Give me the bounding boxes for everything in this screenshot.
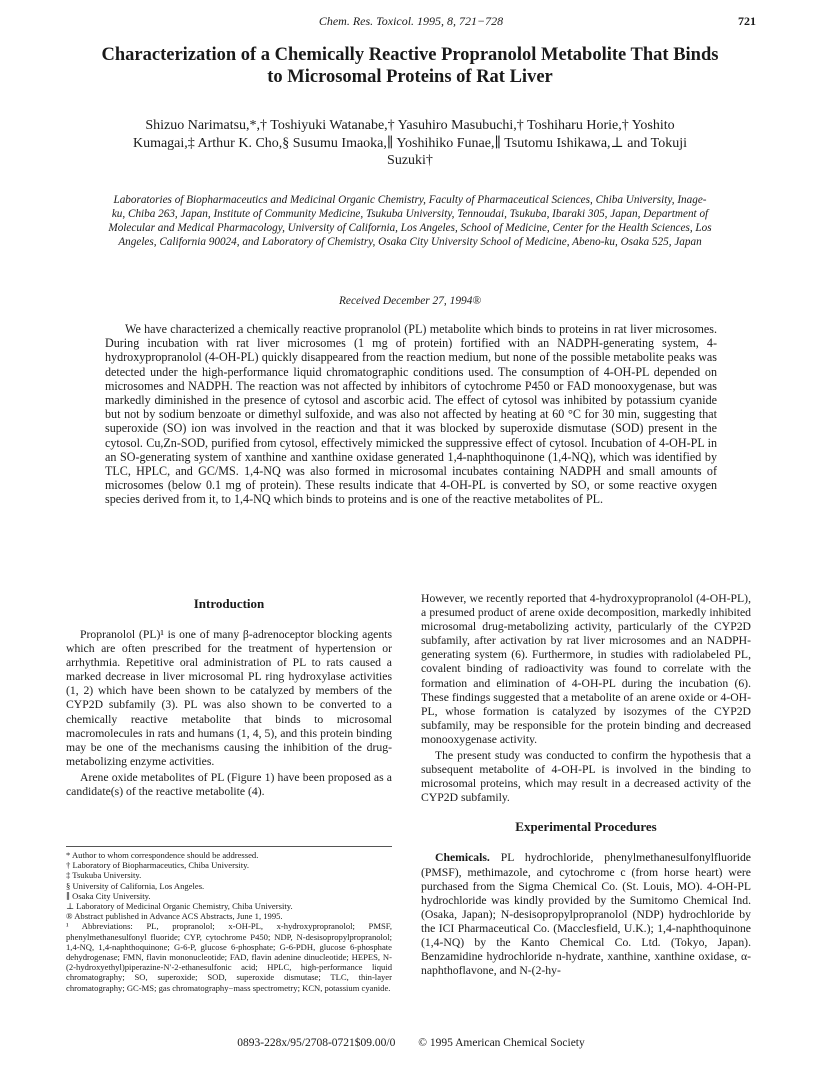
footnote-affil-2: ‡ Tsukuba University. (66, 870, 142, 881)
intro-paragraph-2: Arene oxide metabolites of PL (Figure 1) have been proposed as a candidate(s) of the reactive metabolite (4). (66, 770, 392, 799)
paper-title: Characterization of a Chemically Reactive Propranolol Metabolite That Binds to Microsomal Proteins of Rat Liver (101, 45, 719, 87)
intro-paragraph-1: Propranolol (PL)¹ is one of many β-adrenoceptor blocking agents which are often prescribed for the treatment of hypertension or arrhythmia. Repetitive oral administration of PL to rats caused a marked decrease in liver microsomal PL ring hydroxylase activities (1, 2) which have been shown to be catalyzed by members of the CYP2D subfamily (3). PL was also shown to be converted to a chemically reactive metabolite that binds to microsomal macromolecules in rats and humans (1, 4, 5), and this protein binding may be one of the mechanisms causing the inhibition of the drug-metabolizing enzyme activities. (66, 628, 392, 768)
page-footer (66, 1037, 756, 1049)
footnote-abbreviations: ¹ Abbreviations: PL, propranolol; x-OH-PL, x-hydroxypropranolol; PMSF, phenylmethanesulfonyl fluoride; CYP, cytochrome P450; NDP, N-desisopropylpropranolol; 1,4-NQ, 1,4-naphthoquinone; G-6-P, glucose 6-phosphate; G-6-PDH, glucose 6-phosphate dehydrogenase; FMN, flavin mononucleotide; FAD, flavin adenine dinucleotide; HEPES, N-(2-hydroxyethyl)piperazine-N′-2-ethanesulfonic acid; HPLC, high-performance liquid chromatography; SO, superoxide; SOD, superoxide dismutase; TLC, thin-layer chromatography; GC-MS; gas chromatography−mass spectrometry; KCN, potassium cyanide. (66, 921, 392, 993)
introduction-heading: Introduction (193, 596, 265, 611)
experimental-heading: Experimental Procedures (515, 819, 657, 835)
chemicals-label: Chemicals. (435, 851, 490, 865)
footnote-abstract-published: ® Abstract published in Advance ACS Abstracts, June 1, 1995. (66, 911, 283, 922)
affiliations: Laboratories of Biopharmaceutics and Medicinal Organic Chemistry, Faculty of Pharmaceutical Sciences, Chiba University, Inage-ku, Chiba 263, Japan, Institute of Community Medicine, Tsukuba University, Tennoudai, Tsukuba, Ibaraki 305, Japan, Department of Molecular and Medical Pharmacology, University of California, Los Angeles, School of Medicine, Center for the Health Sciences, Los Angeles, California 90024, and Laboratory of Chemistry, Osaka City University School of Medicine, Abeno-ku, Osaka 525, Japan (108, 194, 712, 248)
running-header (66, 14, 756, 32)
article-code: 0893-228x/95/2708-0721$09.00/0 (237, 1037, 396, 1049)
author-list: Shizuo Narimatsu,*,† Toshiyuki Watanabe,† Yasuhiro Masubuchi,† Toshiharu Horie,† Yoshito Kumagai,‡ Arthur K. Cho,§ Susumu Imaoka,∥ Yoshihiko Funae,∥ Tsutomu Ishikawa,⊥ and Tokuji Suzuki† (132, 118, 688, 168)
footnote-affil-3: § University of California, Los Angeles. (66, 880, 205, 891)
footnote-affil-1: † Laboratory of Biopharmaceutics, Chiba University. (66, 860, 249, 871)
left-column (66, 592, 392, 801)
chemicals-text: PL hydrochloride, phenylmethanesulfonylfluoride (PMSF), methimazole, and cytochrome c (from horse heart) were purchased from the Sigma Chemical Co. (St. Louis, MO). 4-OH-PL hydrochloride was kindly provided by the Sumitomo Chemical Ind. (Osaka, Japan); N-desisopropylpropranolol (NDP) hydrochloride by the ICI Pharmaceutical Co. (Macclesfield, U.K.); 1,4-naphthoquinone (1,4-NQ) by the Kanto Chemical Co. Ltd. (Tokyo, Japan). Benzamidine hydrochloride n-hydrate, xanthine, xanthine oxidase, α-naphthoflavone, and N-(2-hy- (421, 851, 751, 978)
page-number: 721 (738, 14, 756, 28)
intro-paragraph-3: However, we recently reported that 4-hydroxypropranolol (4-OH-PL), a presumed product of arene oxide decomposition, markedly inhibited microsomal drug-metabolizing activity, particularly of the CYP2D subfamily, after activation by rat liver microsomes and an NADPH-generating system (6). Furthermore, in studies with radiolabeled PL, covalent binding of radioactivity was found to correlate with the formation and elimination of 4-OH-PL during the incubation (6). These findings suggested that a metabolite of an arene oxide or 4-OH-PL, whose formation is catalyzed by isozymes of the CYP2D subfamily, may be responsible for the protein binding and decreased monooxygenase activity. (421, 592, 751, 746)
footnotes (66, 846, 392, 993)
intro-paragraph-4: The present study was conducted to confirm the hypothesis that a subsequent metabolite of 4-OH-PL is involved in the binding to microsomal proteins, which may result in a decreased activity of the CYP2D subfamily. (421, 749, 751, 805)
received-date: Received December 27, 1994® (338, 295, 482, 307)
footnote-correspondence: * Author to whom correspondence should be addressed. (66, 850, 259, 860)
footnote-affil-4: ∥ Osaka City University. (66, 890, 151, 901)
journal-citation: Chem. Res. Toxicol. 1995, 8, 721−728 (318, 14, 504, 28)
copyright: © 1995 American Chemical Society (418, 1037, 585, 1049)
abstract: We have characterized a chemically reactive propranolol (PL) metabolite which binds to proteins in rat liver microsomes. During incubation with rat liver microsomes (1 mg of protein) fortified with an NADPH-generating system, 4-hydroxypropranolol (4-OH-PL) quickly disappeared from the reaction medium, but none of the possible metabolite peaks was detected under the high-performance liquid chromatographic conditions used. The consumption of 4-OH-PL depended on microsomes and NADPH. The reaction was not affected by inhibitors of cytochrome P450 or FAD monooxygenase, but was markedly diminished in the presence of cytosol and ascorbic acid. The effect of cytosol was inhibited by potassium cyanide but not by sodium benzoate or dimethyl sulfoxide, and was also not affected by heating at 60 °C for 30 min, suggesting that superoxide (SO) ion was involved in the reaction and that it was blocked by superoxide dismutase (SOD) present in the cytosol. Cu,Zn-SOD, purified from cytosol, effectively mimicked the suppressive effect of cytosol. Incubation of 4-OH-PL in an SO-generating system of xanthine and xanthine oxidase generated 1,4-naphthoquinone (1,4-NQ), which was identified by TLC, HPLC, and GC/MS. 1,4-NQ was also formed in microsomal incubates containing NADPH and small amounts of microsomes (below 0.1 mg of protein). These results indicate that 4-OH-PL is converted by SO, or some reactive oxygen species derived from it, to 1,4-NQ which binds to proteins and is one of the reactive metabolites of PL. (105, 322, 717, 507)
chemicals-paragraph (421, 851, 751, 978)
right-column (421, 592, 751, 980)
footnote-affil-5: ⊥ Laboratory of Medicinal Organic Chemistry, Chiba University. (66, 901, 293, 912)
